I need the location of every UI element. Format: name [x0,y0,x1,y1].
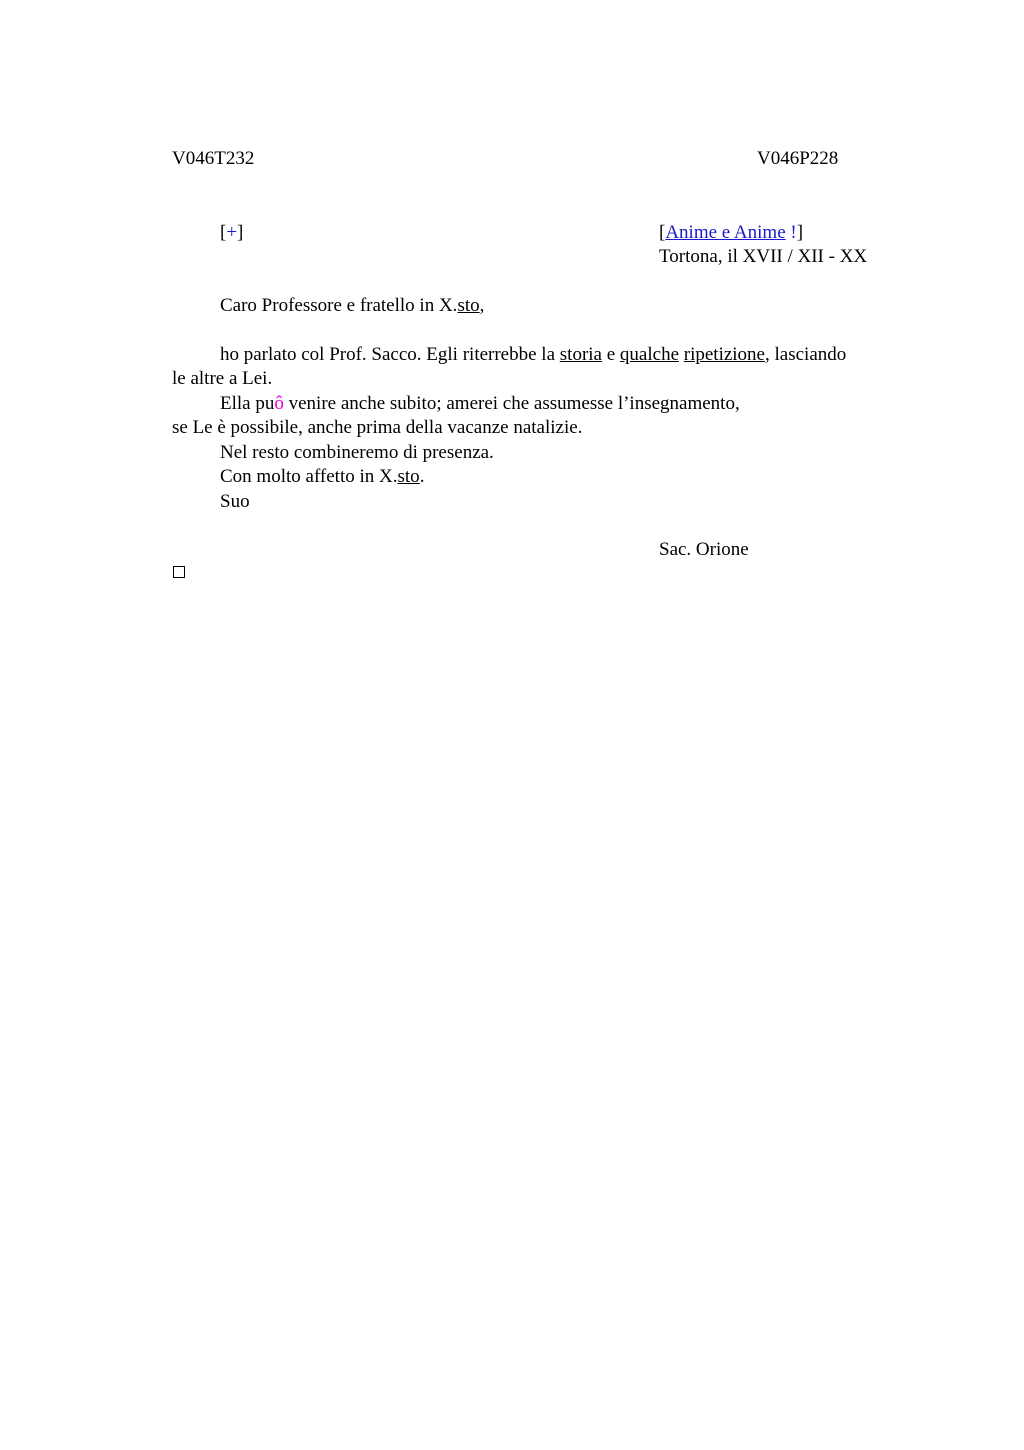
bracket-open: [ [220,222,227,243]
right-code: V046P228 [757,148,839,169]
underlined-ripetizione: ripetizione [683,344,765,365]
accent-correction: ô [274,393,284,414]
underlined-storia: storia [559,344,602,365]
signature: Sac. Orione [659,539,749,560]
motto-bracket-close: ] [796,222,804,243]
salutation: Caro Professore e fratello in X.sto, [220,295,485,316]
end-marker-box [173,566,185,578]
cross-symbol: + [226,222,238,243]
closing-suo: Suo [220,491,250,512]
cross-heading [220,221,243,245]
closing-abbreviation: sto [397,466,420,487]
bracket-close: ] [237,222,244,243]
salutation-abbreviation: sto [457,295,480,316]
motto-bracket-open: [ [659,222,666,243]
underlined-qualche: qualche [619,344,679,365]
motto-link[interactable]: Anime e Anime [665,222,786,243]
motto-exclamation: ! [790,222,797,243]
paragraph-4: Con molto affetto in X.sto. [220,466,425,487]
paragraph-1-line-2: le altre a Lei. [172,368,273,389]
paragraph-1-line-1: ho parlato col Prof. Sacco. Egli riterrebbe la storia e qualche ripetizione, lasciando [220,344,847,365]
paragraph-2-line-2: se Le è possibile, anche prima della vacanze natalizie. [172,417,583,438]
place-date: Tortona, il XVII / XII - XX [659,246,868,267]
motto [659,221,803,245]
paragraph-2-line-1: Ella puô venire anche subito; amerei che assumesse l’insegnamento, [220,393,740,414]
left-code: V046T232 [172,148,255,169]
paragraph-3: Nel resto combineremo di presenza. [220,442,494,463]
